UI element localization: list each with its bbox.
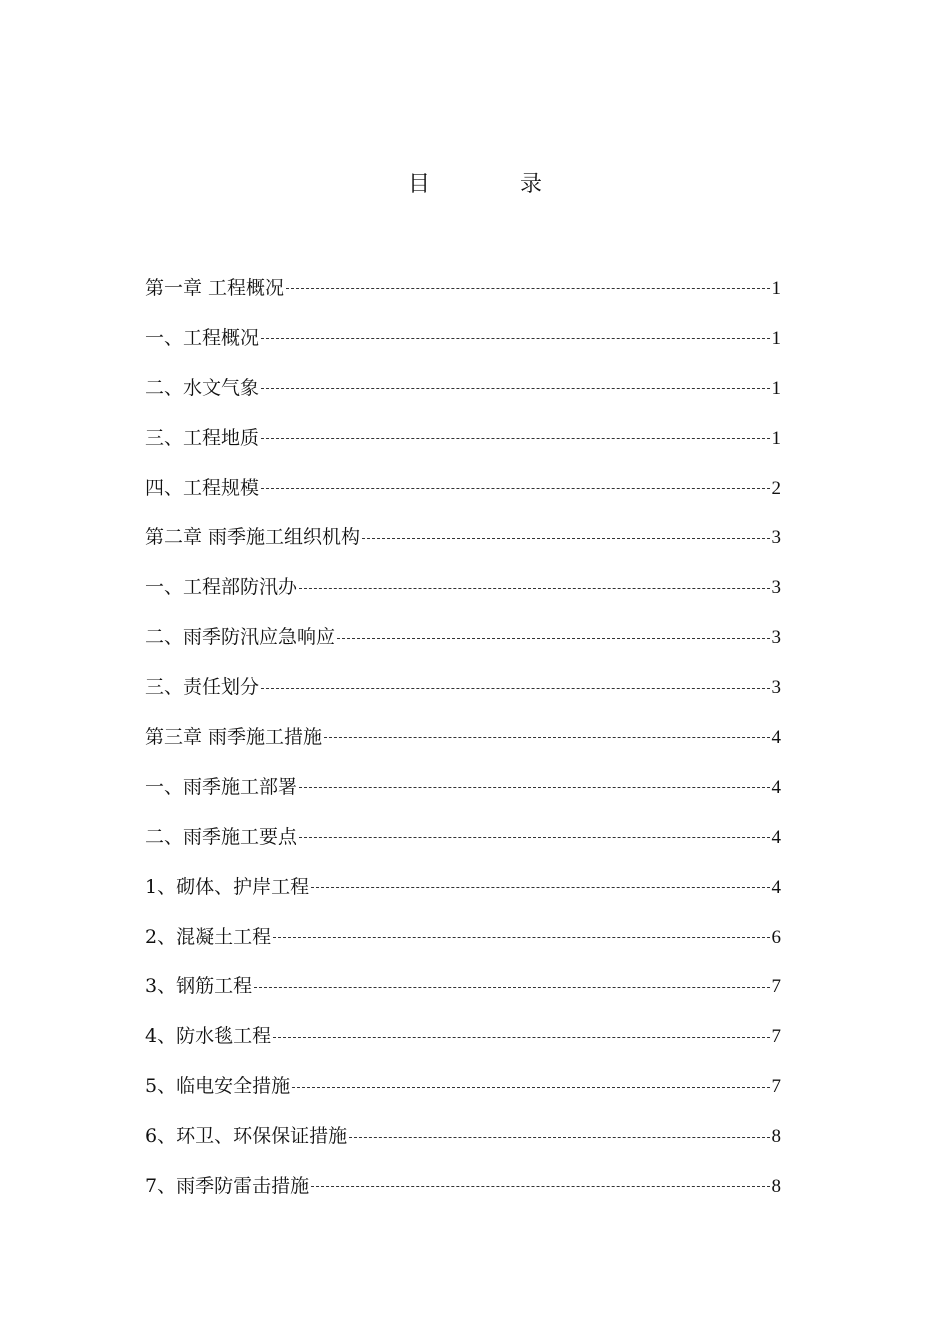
toc-entry-text: 第二章 雨季施工组织机构 xyxy=(145,526,361,549)
toc-entry[interactable] xyxy=(145,613,781,663)
toc-title: 目 录 xyxy=(407,172,576,197)
toc-page-number: 3 xyxy=(771,627,781,649)
toc-entry-text: 一、工程概况 xyxy=(145,326,260,349)
toc-entry-text: 2、混凝土工程 xyxy=(145,925,272,948)
toc-dash-leader xyxy=(311,1186,769,1187)
toc-entry-text: 7、雨季防雷击措施 xyxy=(145,1175,310,1198)
toc-dash-leader xyxy=(324,737,769,738)
toc-dash-leader xyxy=(273,937,769,938)
toc-dash-leader xyxy=(362,538,769,539)
toc-page-number: 2 xyxy=(771,477,781,499)
toc-entry[interactable] xyxy=(145,464,781,514)
toc-entry-text: 三、工程地质 xyxy=(145,426,260,449)
toc-entry-text: 1、砌体、护岸工程 xyxy=(145,875,310,898)
toc-entry[interactable] xyxy=(145,713,781,763)
toc-page-number: 7 xyxy=(771,1026,781,1048)
toc-dash-leader xyxy=(299,837,769,838)
toc-page-number: 1 xyxy=(771,278,781,299)
toc-page-number: 8 xyxy=(771,1176,781,1198)
toc-dash-leader xyxy=(292,1087,769,1088)
toc-entry-text: 二、雨季施工要点 xyxy=(145,825,298,848)
toc-entry[interactable] xyxy=(145,813,781,863)
toc-dash-leader xyxy=(299,787,769,788)
toc-dash-leader xyxy=(299,588,769,589)
toc-dash-leader xyxy=(311,887,769,888)
toc-page-number: 7 xyxy=(771,1076,781,1098)
toc-entry[interactable] xyxy=(145,314,781,364)
toc-dash-leader xyxy=(261,338,769,339)
toc-entry-text: 二、雨季防汛应急响应 xyxy=(145,626,336,649)
toc-page-number: 1 xyxy=(771,327,781,349)
toc-entry[interactable] xyxy=(145,1062,781,1112)
table-of-contents xyxy=(145,264,781,1212)
toc-dash-leader xyxy=(261,688,769,689)
toc-page-number: 8 xyxy=(771,1126,781,1148)
toc-entry-text: 三、责任划分 xyxy=(145,676,260,699)
toc-entry[interactable] xyxy=(145,513,781,563)
toc-dash-leader xyxy=(261,388,769,389)
toc-entry[interactable] xyxy=(145,1112,781,1162)
toc-page-number: 6 xyxy=(771,926,781,948)
toc-page-number: 1 xyxy=(771,377,781,399)
toc-dash-leader xyxy=(254,987,769,988)
toc-entry[interactable] xyxy=(145,264,781,314)
toc-entry[interactable] xyxy=(145,414,781,464)
toc-page-number: 4 xyxy=(771,727,781,749)
toc-entry[interactable] xyxy=(145,962,781,1012)
toc-entry-text: 二、水文气象 xyxy=(145,376,260,399)
toc-page-number: 7 xyxy=(771,976,781,998)
toc-entry-text: 第一章 工程概况 xyxy=(145,277,285,299)
toc-entry[interactable] xyxy=(145,863,781,913)
toc-page-number: 4 xyxy=(771,876,781,898)
toc-page-number: 4 xyxy=(771,826,781,848)
toc-page-number: 3 xyxy=(771,577,781,599)
toc-entry-text: 一、工程部防汛办 xyxy=(145,576,298,599)
toc-entry[interactable] xyxy=(145,1012,781,1062)
toc-dash-leader xyxy=(337,638,769,639)
toc-entry[interactable] xyxy=(145,1162,781,1212)
toc-entry[interactable] xyxy=(145,563,781,613)
toc-dash-leader xyxy=(286,288,769,289)
toc-dash-leader xyxy=(349,1137,769,1138)
toc-entry-text: 5、临电安全措施 xyxy=(145,1075,291,1098)
toc-entry-text: 3、钢筋工程 xyxy=(145,975,253,998)
toc-entry[interactable] xyxy=(145,913,781,963)
toc-entry-text: 4、防水毯工程 xyxy=(145,1025,272,1048)
toc-entry-text: 第三章 雨季施工措施 xyxy=(145,726,323,749)
toc-page-number: 3 xyxy=(771,677,781,699)
toc-page-number: 1 xyxy=(771,427,781,449)
toc-entry[interactable] xyxy=(145,364,781,414)
toc-dash-leader xyxy=(273,1037,769,1038)
toc-dash-leader xyxy=(261,488,769,489)
toc-entry-text: 四、工程规模 xyxy=(145,476,260,499)
toc-page-number: 3 xyxy=(771,527,781,549)
toc-dash-leader xyxy=(261,438,769,439)
toc-entry-text: 一、雨季施工部署 xyxy=(145,775,298,798)
toc-entry-text: 6、环卫、环保保证措施 xyxy=(145,1125,348,1148)
toc-entry[interactable] xyxy=(145,663,781,713)
toc-entry[interactable] xyxy=(145,763,781,813)
toc-page-number: 4 xyxy=(771,776,781,798)
